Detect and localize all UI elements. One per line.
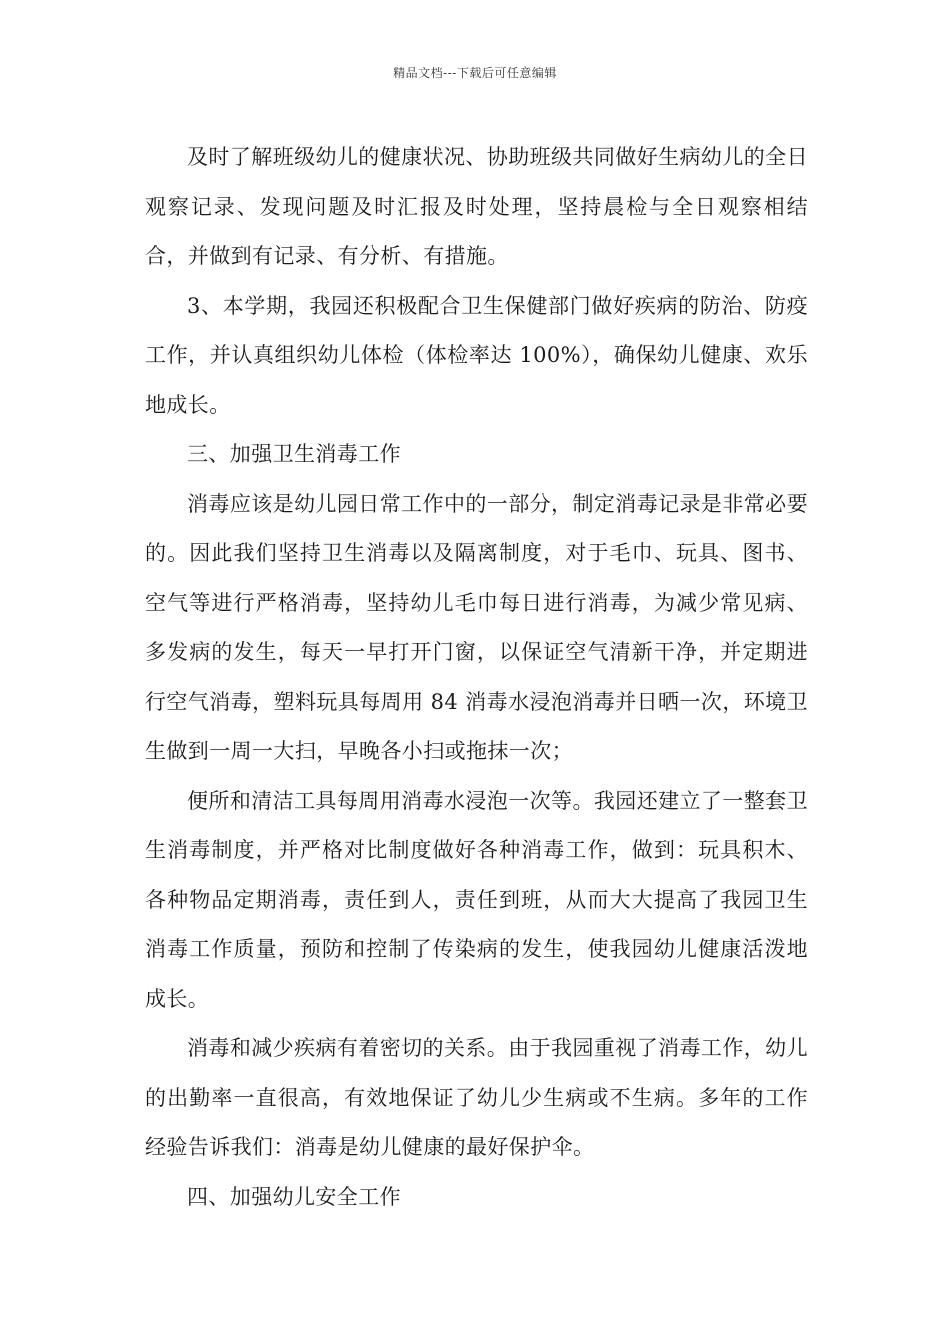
document-body bbox=[145, 133, 808, 1222]
page-header: 精品文档---下载后可任意编辑 bbox=[393, 66, 557, 80]
paragraph-disinfection-routine: 消毒应该是幼儿园日常工作中的一部分，制定消毒记录是非常必要的。因此我们坚持卫生消毒以及隔离制度，对于毛巾、玩具、图书、空气等进行严格消毒，坚持幼儿毛巾每日进行消毒，为减少常见病、多发病的发生，每天一早打开门窗，以保证空气清新干净，并定期进行空气消毒，塑料玩具每周用 84 消毒水浸泡消毒并日晒一次，环境卫生做到一周一大扫，早晚各小扫或拖抹一次； bbox=[145, 491, 808, 763]
paragraph-disinfection-benefits: 消毒和减少疾病有着密切的关系。由于我园重视了消毒工作，幼儿的出勤率一直很高，有效地保证了幼儿少生病或不生病。多年的工作经验告诉我们：消毒是幼儿健康的最好保护伞。 bbox=[145, 1036, 808, 1159]
paragraph-disease-prevention: 3、本学期，我园还积极配合卫生保健部门做好疾病的防治、防疫工作，并认真组织幼儿体检（体检率达 100%），确保幼儿健康、欢乐地成长。 bbox=[145, 293, 808, 417]
paragraph-disinfection-system: 便所和清洁工具每周用消毒水浸泡一次等。我园还建立了一整套卫生消毒制度，并严格对比制度做好各种消毒工作，做到：玩具积木、各种物品定期消毒，责任到人，责任到班，从而大大提高了我园卫生消毒工作质量，预防和控制了传染病的发生，使我园幼儿健康活泼地成长。 bbox=[145, 788, 808, 1011]
section-heading-safety: 四、加强幼儿安全工作 bbox=[187, 1184, 401, 1209]
section-heading-disinfection: 三、加强卫生消毒工作 bbox=[187, 442, 401, 466]
paragraph-health-observation: 及时了解班级幼儿的健康状况、协助班级共同做好生病幼儿的全日观察记录、发现问题及时汇报及时处理，坚持晨检与全日观察相结合，并做到有记录、有分析、有措施。 bbox=[145, 145, 808, 268]
